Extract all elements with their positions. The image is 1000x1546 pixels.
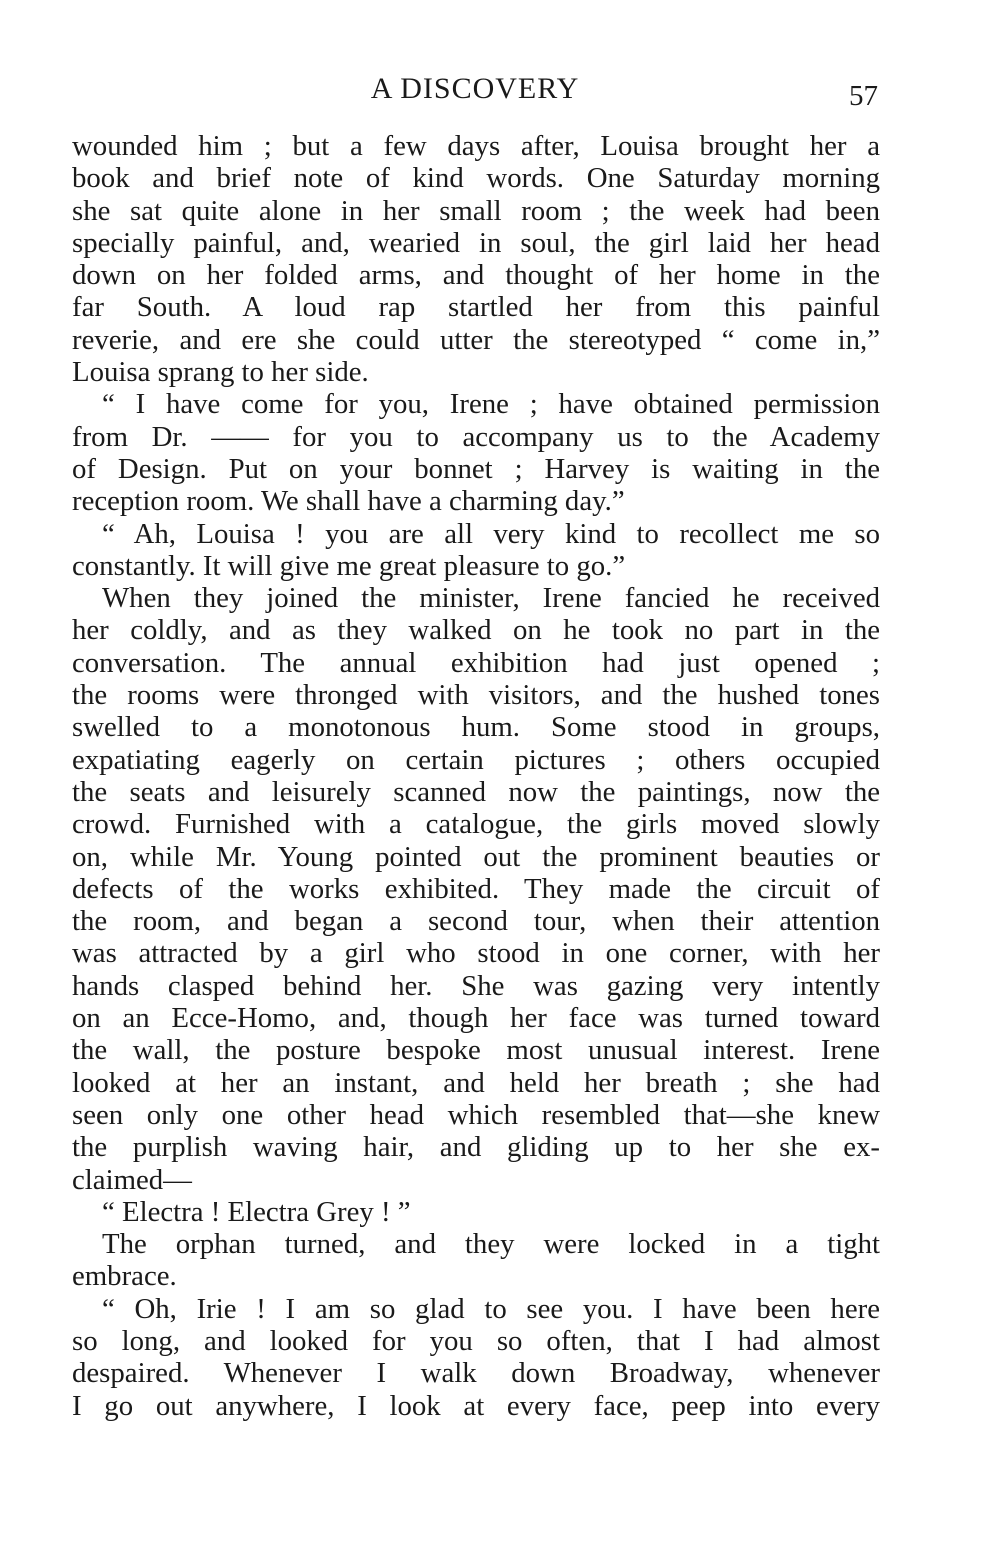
text-line: on, while Mr. Young pointed out the prominent beauties or [72,840,880,873]
text-line: seen only one other head which resembled that—she knew [72,1098,880,1131]
text-line: reverie, and ere she could utter the stereotyped “ come in,” [72,323,880,356]
text-line: she sat quite alone in her small room ; the week had been [72,194,880,227]
text-line: the rooms were thronged with visitors, and the hushed tones [72,679,880,712]
text-line: the room, and began a second tour, when their attention [72,905,880,938]
text-line: wounded him ; but a few days after, Louisa brought her a [72,130,880,162]
text-line: crowd. Furnished with a catalogue, the girls moved slowly [72,808,880,841]
text-line: hands clasped behind her. She was gazing very intently [72,969,880,1002]
text-line: claimed— [72,1163,192,1196]
text-line: embrace. [72,1260,177,1293]
text-line: so long, and looked for you so often, that I had almost [72,1324,880,1357]
text-line: I go out anywhere, I look at every face, peep into every [72,1389,880,1422]
text-line: “ I have come for you, Irene ; have obtained permission [102,388,880,421]
text-line: of Design. Put on your bonnet ; Harvey is waiting in the [72,452,880,485]
text-line: book and brief note of kind words. One Saturday morning [72,162,880,195]
text-line: despaired. Whenever I walk down Broadway, whenever [72,1357,880,1390]
text-line: “ Oh, Irie ! I am so glad to see you. I have been here [102,1292,880,1325]
running-title: A DISCOVERY [370,72,580,105]
text-line: expatiating eagerly on certain pictures ; others occupied [72,743,880,776]
text-line: defects of the works exhibited. They made the circuit of [72,872,880,905]
page-number: 57 [849,80,878,112]
text-line: looked at her an instant, and held her breath ; she had [72,1066,880,1099]
running-head [0,72,1000,112]
text-line: swelled to a monotonous hum. Some stood in groups, [72,711,880,744]
text-line: from Dr. —— for you to accompany us to the Academy [72,420,880,453]
text-line: far South. A loud rap startled her from this painful [72,291,880,324]
text-line: The orphan turned, and they were locked in a tight [102,1228,880,1261]
text-line: the wall, the posture bespoke most unusual interest. Irene [72,1034,880,1067]
text-line: specially painful, and, wearied in soul, the girl laid her head [72,226,880,259]
text-line: When they joined the minister, Irene fancied he received [102,582,880,615]
text-line: the seats and leisurely scanned now the paintings, now the [72,775,880,808]
text-line: “ Ah, Louisa ! you are all very kind to recollect me so [102,517,880,550]
text-line: Louisa sprang to her side. [72,356,369,389]
text-line: reception room. We shall have a charming day.” [72,485,625,518]
text-line: the purplish waving hair, and gliding up to her she ex- [72,1131,880,1164]
text-line: “ Electra ! Electra Grey ! ” [102,1195,411,1228]
text-line: conversation. The annual exhibition had just opened ; [72,646,880,679]
body-text [72,130,880,1422]
text-line: on an Ecce-Homo, and, though her face was turned toward [72,1002,880,1035]
text-line: was attracted by a girl who stood in one corner, with her [72,937,880,970]
text-line: her coldly, and as they walked on he took no part in the [72,614,880,647]
text-line: down on her folded arms, and thought of her home in the [72,259,880,292]
text-line: constantly. It will give me great pleasure to go.” [72,549,626,582]
